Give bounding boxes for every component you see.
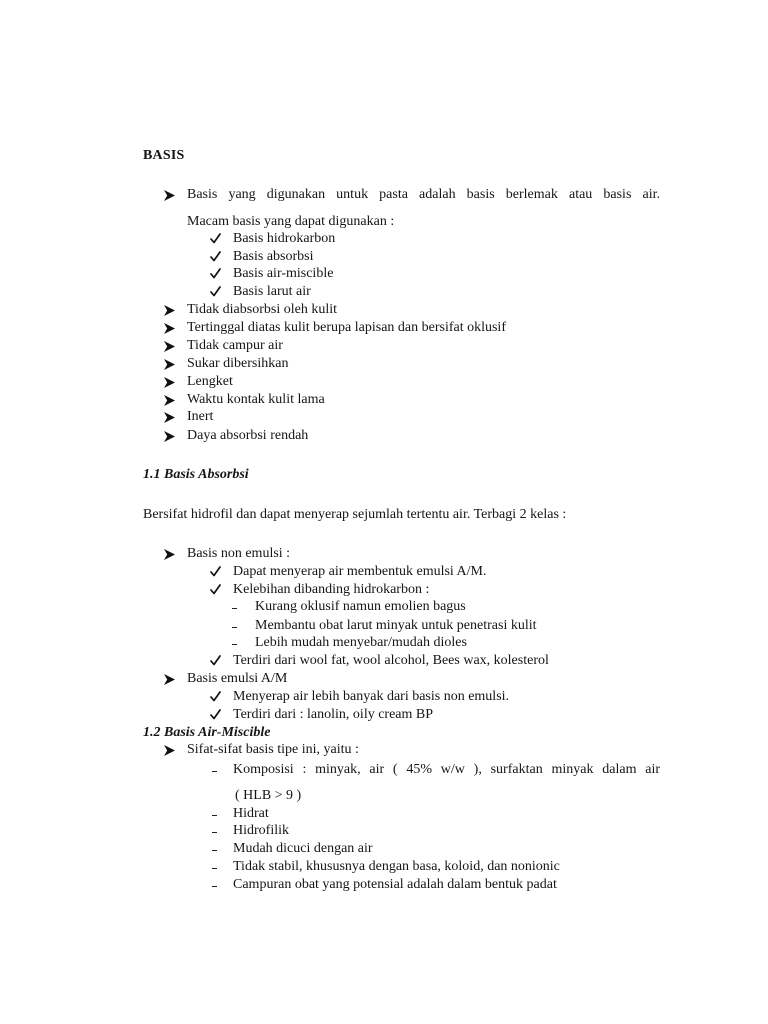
- air-miscible-property: Hidrat: [233, 806, 269, 821]
- dash-bullet-icon: [212, 868, 217, 869]
- property-item: Tertinggal diatas kulit berupa lapisan dan bersifat oklusif: [187, 320, 506, 335]
- overview-statement: Basis yang digunakan untuk pasta adalah basis berlemak atau basis air.: [187, 187, 660, 202]
- dash-bullet-icon: [212, 886, 217, 887]
- arrow-bullet-icon: [164, 190, 175, 201]
- air-miscible-property: Mudah dicuci dengan air: [233, 841, 373, 856]
- type-item: Basis absorbsi: [233, 249, 314, 264]
- advantages-label: Kelebihan dibanding hidrokarbon :: [233, 582, 430, 597]
- check-icon: [210, 655, 221, 666]
- arrow-bullet-icon: [164, 674, 175, 685]
- property-item: Lengket: [187, 374, 233, 389]
- type-item: Basis hidrokarbon: [233, 231, 336, 246]
- types-intro: Macam basis yang dapat digunakan :: [187, 214, 395, 229]
- advantage-item: Kurang oklusif namun emolien bagus: [255, 599, 466, 614]
- property-item: Tidak campur air: [187, 338, 283, 353]
- arrow-bullet-icon: [164, 305, 175, 316]
- advantage-item: Membantu obat larut minyak untuk penetrasi kulit: [255, 618, 537, 633]
- check-icon: [210, 709, 221, 720]
- check-icon: [210, 268, 221, 279]
- composition-line: Komposisi : minyak, air ( 45% w/w ), surfaktan minyak dalam air: [233, 762, 660, 777]
- air-miscible-property: Campuran obat yang potensial adalah dalam bentuk padat: [233, 877, 557, 892]
- type-item: Basis larut air: [233, 284, 311, 299]
- arrow-bullet-icon: [164, 431, 175, 442]
- non-emulsi-label: Basis non emulsi :: [187, 546, 291, 561]
- emulsi-am-point: Menyerap air lebih banyak dari basis non emulsi.: [233, 689, 510, 704]
- non-emulsi-composition: Terdiri dari wool fat, wool alcohol, Bees wax, kolesterol: [233, 653, 549, 668]
- section-heading-absorbsi: 1.1 Basis Absorbsi: [143, 467, 249, 482]
- section-heading-air-miscible: 1.2 Basis Air-Miscible: [143, 725, 271, 740]
- property-item: Daya absorbsi rendah: [187, 428, 309, 443]
- check-icon: [210, 584, 221, 595]
- dash-bullet-icon: [212, 771, 217, 772]
- dash-bullet-icon: [212, 832, 217, 833]
- emulsi-am-label: Basis emulsi A/M: [187, 671, 288, 686]
- air-miscible-property: Hidrofilik: [233, 823, 289, 838]
- dash-bullet-icon: [232, 644, 237, 645]
- check-icon: [210, 691, 221, 702]
- air-miscible-intro: Sifat-sifat basis tipe ini, yaitu :: [187, 742, 359, 757]
- emulsi-am-point: Terdiri dari : lanolin, oily cream BP: [233, 707, 434, 722]
- arrow-bullet-icon: [164, 359, 175, 370]
- arrow-bullet-icon: [164, 377, 175, 388]
- check-icon: [210, 233, 221, 244]
- check-icon: [210, 251, 221, 262]
- type-item: Basis air-miscible: [233, 266, 334, 281]
- check-icon: [210, 566, 221, 577]
- air-miscible-property: Tidak stabil, khususnya dengan basa, koloid, dan nonionic: [233, 859, 560, 874]
- non-emulsi-absorb: Dapat menyerap air membentuk emulsi A/M.: [233, 564, 487, 579]
- page-title: BASIS: [143, 148, 185, 163]
- property-item: Waktu kontak kulit lama: [187, 392, 325, 407]
- dash-bullet-icon: [232, 608, 237, 609]
- composition-line-continued: ( HLB > 9 ): [235, 788, 302, 803]
- arrow-bullet-icon: [164, 323, 175, 334]
- absorbsi-description: Bersifat hidrofil dan dapat menyerap sejumlah tertentu air. Terbagi 2 kelas :: [143, 507, 567, 522]
- property-item: Inert: [187, 409, 214, 424]
- property-item: Sukar dibersihkan: [187, 356, 289, 371]
- dash-bullet-icon: [232, 627, 237, 628]
- arrow-bullet-icon: [164, 549, 175, 560]
- arrow-bullet-icon: [164, 341, 175, 352]
- arrow-bullet-icon: [164, 395, 175, 406]
- property-item: Tidak diabsorbsi oleh kulit: [187, 302, 337, 317]
- arrow-bullet-icon: [164, 412, 175, 423]
- dash-bullet-icon: [212, 850, 217, 851]
- arrow-bullet-icon: [164, 745, 175, 756]
- dash-bullet-icon: [212, 815, 217, 816]
- advantage-item: Lebih mudah menyebar/mudah dioles: [255, 635, 467, 650]
- check-icon: [210, 286, 221, 297]
